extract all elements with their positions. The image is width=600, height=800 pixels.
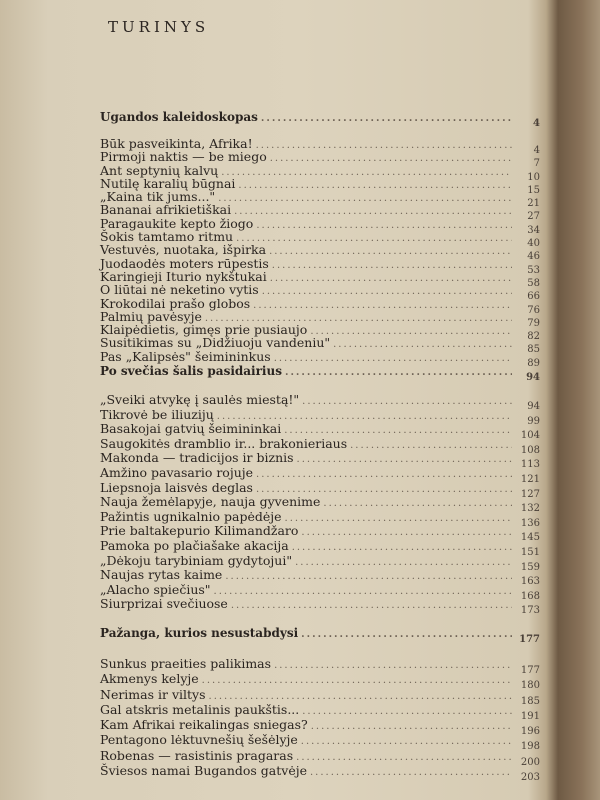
leader-dots bbox=[231, 600, 512, 611]
entry-title: Ugandos kaleidoskopas bbox=[100, 110, 258, 124]
toc-entry bbox=[100, 581, 540, 602]
page-number: 159 bbox=[520, 561, 540, 573]
entry-title: Vestuvės, nuotaka, išpirka bbox=[100, 242, 267, 258]
leader-dots bbox=[274, 353, 512, 364]
entry-title: Sunkus praeities palikimas bbox=[100, 656, 272, 671]
toc-entry bbox=[100, 136, 540, 156]
page-number: 21 bbox=[527, 198, 540, 210]
leader-dots bbox=[225, 571, 512, 582]
page-number: 136 bbox=[520, 517, 540, 529]
page-number: 121 bbox=[520, 473, 540, 485]
toc-entry bbox=[100, 421, 540, 442]
entry-title: Krokodilai prašo globos bbox=[100, 295, 251, 311]
page-number: 127 bbox=[520, 488, 540, 500]
toc-entry bbox=[100, 348, 540, 369]
leader-dots bbox=[302, 706, 512, 717]
page-number: 177 bbox=[519, 634, 540, 645]
entry-title: Pirmoji naktis — be miego bbox=[100, 149, 267, 165]
toc-section bbox=[100, 110, 540, 369]
page-number: 163 bbox=[520, 576, 540, 588]
section-heading bbox=[100, 364, 540, 384]
toc-entry bbox=[100, 596, 540, 617]
entry-title: Akmenys kelyje bbox=[100, 671, 199, 687]
leader-dots bbox=[310, 767, 512, 778]
toc-entry bbox=[100, 537, 540, 558]
leader-dots bbox=[284, 425, 512, 436]
page-number: 15 bbox=[527, 184, 540, 196]
toc-entry bbox=[100, 435, 540, 456]
entry-title: Basakojai gatvių šeimininkai bbox=[100, 421, 282, 437]
page-number: 180 bbox=[520, 680, 540, 692]
page-number: 200 bbox=[520, 756, 540, 768]
leader-dots bbox=[297, 454, 512, 465]
leader-dots bbox=[274, 660, 512, 671]
toc-entry bbox=[100, 567, 540, 588]
entry-title: Pas „Kalipsės" šeimininkus bbox=[100, 348, 271, 364]
page-number: 58 bbox=[527, 277, 540, 289]
page-number: 4 bbox=[533, 145, 540, 156]
entry-title: Tikrovė be iliuzijų bbox=[100, 406, 214, 422]
page-number: 7 bbox=[533, 158, 540, 170]
entry-title: Pažanga, kurios nesustabdysi bbox=[100, 626, 299, 640]
page-number: 85 bbox=[527, 344, 540, 356]
page-number: 53 bbox=[527, 264, 540, 276]
page-number: 108 bbox=[520, 444, 540, 456]
page-number: 151 bbox=[520, 546, 540, 558]
toc-entry bbox=[100, 215, 540, 236]
leader-dots bbox=[295, 557, 512, 568]
leader-dots bbox=[302, 396, 512, 407]
page-number: 94 bbox=[526, 372, 540, 383]
toc-entry bbox=[100, 175, 540, 196]
entry-title: Pentagono lėktuvnešių šešėlyje bbox=[100, 732, 298, 748]
page-number: 34 bbox=[527, 224, 540, 236]
page-number: 4 bbox=[533, 118, 540, 129]
page-number: 132 bbox=[520, 503, 540, 515]
leader-dots bbox=[261, 113, 512, 124]
leader-dots bbox=[217, 411, 512, 422]
leader-dots bbox=[214, 586, 512, 597]
entry-title: „Sveiki atvykę į saulės miestą!" bbox=[100, 392, 300, 407]
toc-entry bbox=[100, 450, 540, 471]
page-title: TURINYS bbox=[108, 18, 210, 36]
toc-section bbox=[100, 626, 540, 784]
leader-dots bbox=[323, 498, 512, 509]
entry-title: Karingieji Iturio nykštukai bbox=[100, 268, 267, 284]
leader-dots bbox=[301, 527, 512, 538]
entry-title: Po svečias šalis pasidairius bbox=[100, 364, 282, 378]
leader-dots bbox=[209, 691, 512, 702]
page-number: 66 bbox=[527, 291, 540, 303]
entry-title: Paragaukite kepto žiogo bbox=[100, 215, 254, 231]
entry-title: Klaipėdietis, gimęs prie pusiaujo bbox=[100, 322, 308, 338]
entry-title: O liūtai nė neketino vytis bbox=[100, 282, 259, 298]
page-number: 113 bbox=[520, 459, 540, 471]
page-number: 185 bbox=[520, 695, 540, 707]
entry-title: „Dėkoju tarybiniam gydytojui" bbox=[100, 552, 293, 568]
leader-dots bbox=[292, 542, 512, 553]
leader-dots bbox=[301, 629, 512, 640]
entry-title: Saugokitės dramblio ir... brakonieriaus bbox=[100, 435, 348, 451]
entry-title: Susitikimas su „Didžiuoju vandeniu" bbox=[100, 335, 331, 351]
page-number: 27 bbox=[527, 211, 540, 223]
entry-title: Pamoka po plačiašake akacija bbox=[100, 537, 289, 553]
leader-dots bbox=[301, 736, 512, 747]
entry-title: Makonda — tradicijos ir biznis bbox=[100, 450, 294, 466]
page-number: 10 bbox=[527, 171, 540, 183]
entry-title: „Kaina tik jums..." bbox=[100, 189, 216, 205]
entry-title: Gal atskris metalinis paukštis... bbox=[100, 701, 300, 717]
page-number: 191 bbox=[520, 710, 540, 722]
entry-title: Naujas rytas kaime bbox=[100, 567, 223, 583]
toc-entry bbox=[100, 523, 540, 544]
toc-entry bbox=[100, 656, 540, 676]
entry-title: Bananai afrikietiškai bbox=[100, 202, 232, 218]
entry-title: Šokis tamtamo ritmu bbox=[100, 229, 234, 245]
toc-entry bbox=[100, 494, 540, 515]
page-number: 198 bbox=[520, 741, 540, 753]
toc-entry bbox=[100, 732, 540, 753]
leader-dots bbox=[311, 721, 512, 732]
page-number: 177 bbox=[520, 665, 540, 676]
page-number: 76 bbox=[527, 304, 540, 316]
leader-dots bbox=[285, 513, 512, 524]
toc-entry bbox=[100, 268, 540, 289]
page-number: 46 bbox=[527, 251, 540, 263]
entry-title: Ant septynių kalvų bbox=[100, 162, 219, 178]
entry-title: Šviesos namai Bugandos gatvėje bbox=[100, 763, 307, 779]
page-number: 99 bbox=[527, 415, 540, 427]
page-number: 168 bbox=[520, 590, 540, 602]
leader-dots bbox=[296, 752, 512, 763]
toc-entry bbox=[100, 464, 540, 485]
entry-title: „Alacho spiečius" bbox=[100, 581, 211, 597]
toc-entry bbox=[100, 392, 540, 412]
leader-dots bbox=[202, 675, 512, 686]
section-heading bbox=[100, 626, 540, 648]
entry-title: Amžino pavasario rojuje bbox=[100, 464, 254, 480]
entry-title: Robenas — rasistinis pragaras bbox=[100, 747, 294, 763]
entry-title: Pažintis ugnikalnio papėdėje bbox=[100, 508, 282, 524]
leader-dots bbox=[285, 367, 512, 378]
toc-entry bbox=[100, 717, 540, 738]
page-number: 40 bbox=[527, 238, 540, 250]
toc-entry bbox=[100, 763, 540, 784]
toc-entry bbox=[100, 508, 540, 529]
leader-dots bbox=[350, 440, 512, 451]
page-number: 173 bbox=[520, 605, 540, 617]
page-number: 145 bbox=[520, 532, 540, 544]
entry-title: Palmių pavėsyje bbox=[100, 308, 202, 324]
toc-entry bbox=[100, 308, 540, 329]
page-number: 89 bbox=[527, 357, 540, 369]
leader-dots bbox=[256, 484, 512, 495]
toc-section bbox=[100, 364, 540, 617]
section-heading bbox=[100, 110, 540, 128]
entry-title: Siurprizai svečiuose bbox=[100, 596, 228, 612]
entry-title: Būk pasveikinta, Afrika! bbox=[100, 136, 253, 151]
entry-title: Prie baltakepurio Kilimandžaro bbox=[100, 523, 299, 539]
page-number: 196 bbox=[520, 726, 540, 738]
entry-title: Nerimas ir viltys bbox=[100, 686, 206, 702]
leader-dots bbox=[256, 469, 512, 480]
page-number: 79 bbox=[527, 317, 540, 329]
entry-title: Nauja žemėlapyje, nauja gyvenime bbox=[100, 494, 321, 510]
entry-title: Liepsnoja laisvės deglas bbox=[100, 479, 253, 495]
page-number: 104 bbox=[520, 430, 540, 442]
entry-title: Nutilę karalių būgnai bbox=[100, 175, 236, 191]
page-number: 94 bbox=[527, 401, 540, 412]
entry-title: Juodaodės moters rūpestis bbox=[100, 255, 269, 271]
entry-title: Kam Afrikai reikalingas sniegas? bbox=[100, 717, 308, 733]
toc-entry bbox=[100, 671, 540, 692]
page-number: 82 bbox=[527, 331, 540, 343]
page-number: 203 bbox=[520, 772, 540, 784]
